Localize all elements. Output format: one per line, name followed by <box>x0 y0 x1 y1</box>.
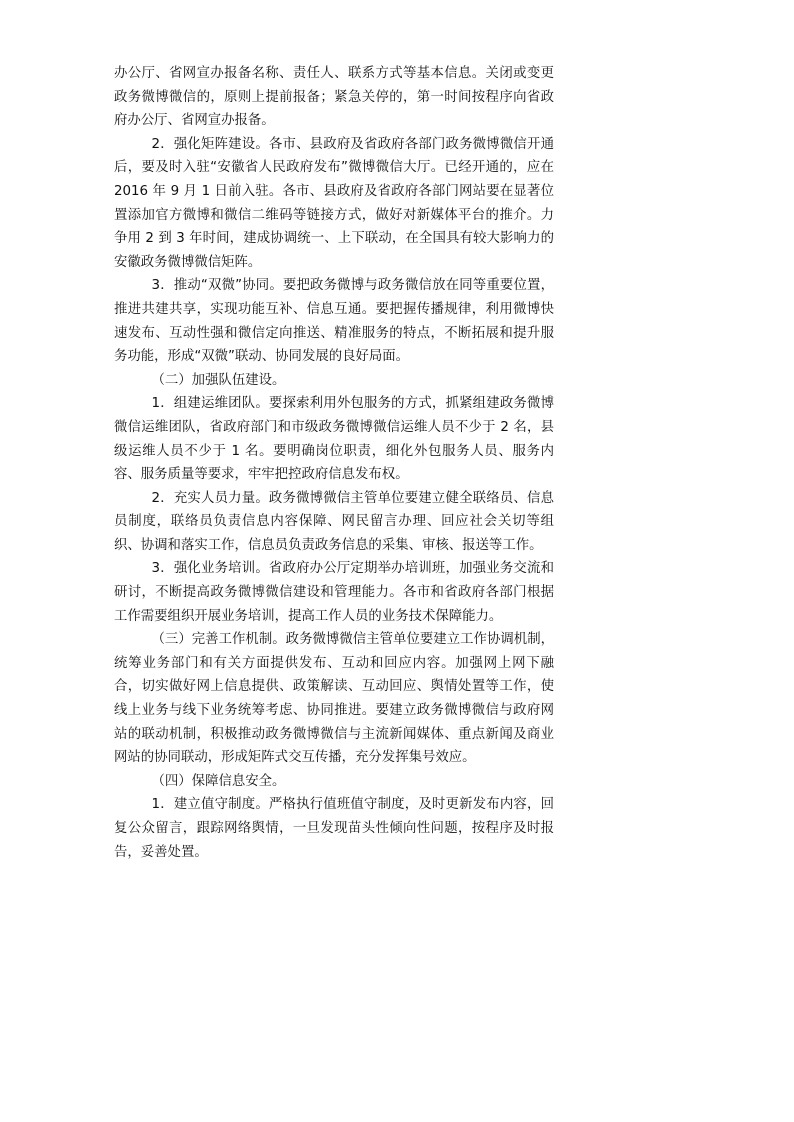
paragraph-training: 3．强化业务培训。省政府办公厅定期举办培训班，加强业务交流和研讨，不断提高政务微博微信建设和管理能力。各市和省政府各部门根据工作需要组织开展业务培训，提高工作人员的业务技术保障能力。 <box>114 561 554 624</box>
section-heading-team-building: （二）加强队伍建设。 <box>151 372 286 388</box>
document-page <box>114 62 554 864</box>
paragraph-staffing: 2．充实人员力量。政务微博微信主管单位要建立健全联络员、信息员制度，联络员负责信息内容保障、网民留言办理、回应社会关切等组织、协调和落实工作，信息员负责政务信息的采集、审核、报送等工作。 <box>114 490 554 553</box>
paragraph-duty-system: 1．建立值守制度。严格执行值班值守制度，及时更新发布内容，回复公众留言，跟踪网络舆情，一旦发现苗头性倾向性问题，按程序及时报告，妥善处置。 <box>114 797 554 860</box>
paragraph-ops-team: 1．组建运维团队。要探索利用外包服务的方式，抓紧组建政务微博微信运维团队，省政府部门和市级政务微博微信运维人员不少于 2 名，县级运维人员不少于 1 名。要明确岗位职责，细化外包服务人员、服务内容、服务质量等要求，牢牢把控政府信息发布权。 <box>114 396 554 483</box>
paragraph-work-mechanism: （三）完善工作机制。政务微博微信主管单位要建立工作协调机制，统筹业务部门和有关方面提供发布、互动和回应内容。加强网上网下融合，切实做好网上信息提供、政策解读、互动回应、舆情处置等工作，使线上业务与线下业务统筹考虑、协同推进。要建立政务微博微信与政府网站的联动机制，积极推动政务微博微信与主流新闻媒体、重点新闻及商业网站的协同联动，形成矩阵式交互传播，充分发挥集号效应。 <box>114 632 554 766</box>
paragraph-matrix-building: 2．强化矩阵建设。各市、县政府及省政府各部门政务微博微信开通后，要及时入驻“安徽省人民政府发布”微博微信大厅。已经开通的，应在 2016 年 9 月 1 日前入驻。各市、县政府及省政府各部门网站要在显著位置添加官方微博和微信二维码等链接方式，做好对新媒体平台的推介。力争用 2 到 3 年时间，建成协调统一、上下联动，在全国具有较大影响力的安徽政务微博微信矩阵。 <box>114 136 554 270</box>
paragraph-dual-coordination: 3．推动“双微”协同。要把政务微博与政务微信放在同等重要位置，推进共建共享，实现功能互补、信息互通。要把握传播规律，利用微博快速发布、互动性强和微信定向推送、精准服务的特点，不断拓展和提升服务功能，形成“双微”联动、协同发展的良好局面。 <box>114 278 554 365</box>
paragraph-continuation: 办公厅、省网宣办报备名称、责任人、联系方式等基本信息。关闭或变更政务微博微信的，原则上提前报备；紧急关停的，第一时间按程序向省政府办公厅、省网宣办报备。 <box>114 66 554 129</box>
section-heading-info-security: （四）保障信息安全。 <box>151 773 286 789</box>
